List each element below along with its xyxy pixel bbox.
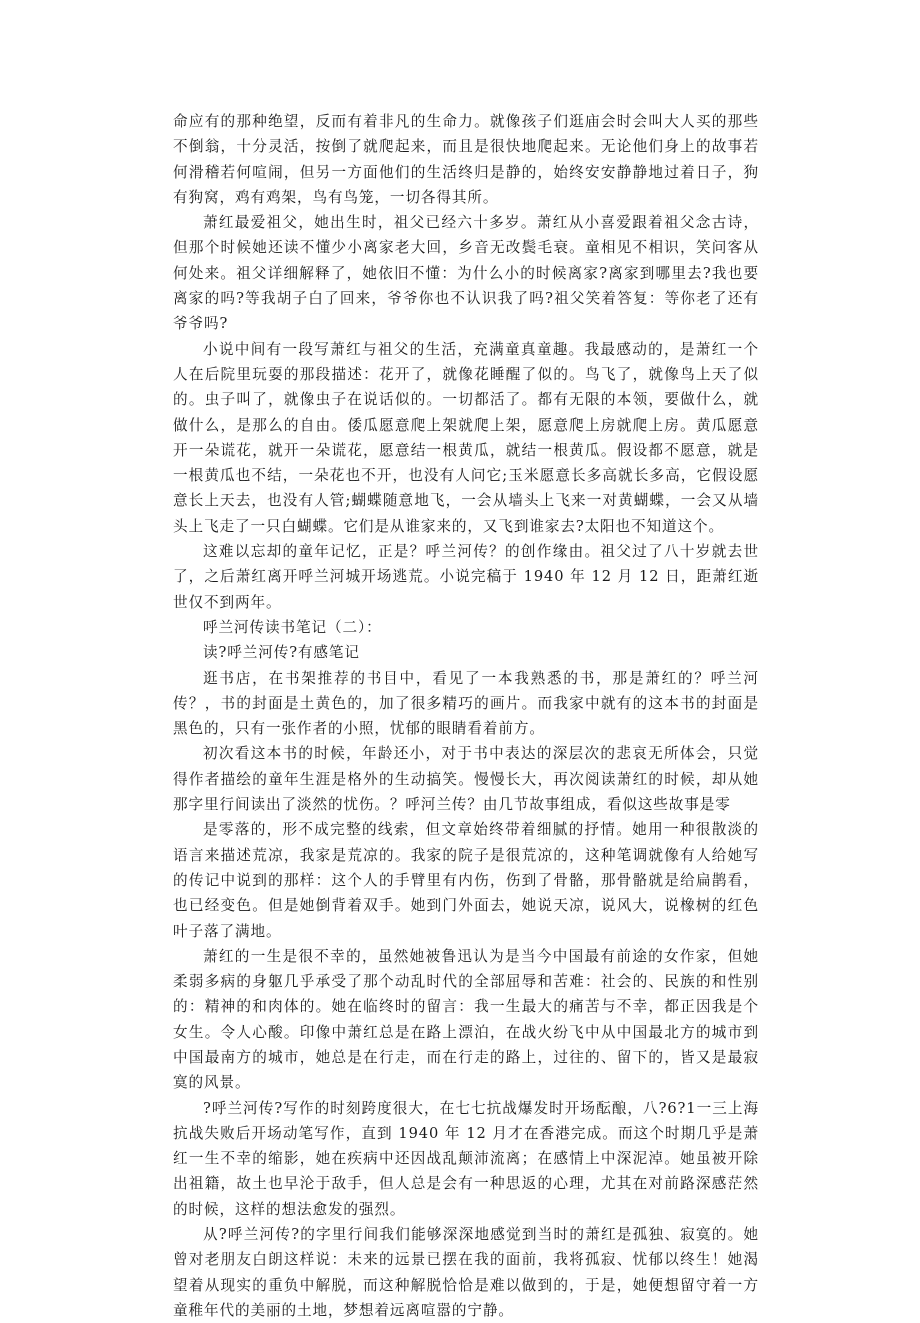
paragraph-childhood-memory: 这难以忘却的童年记忆，正是？呼兰河传？的创作缘由。祖父过了八十岁就去世了，之后萧红离开呼兰河城开场逃荒。小说完稿于 1940 年 12 月 12 日，距萧红逝世仅不到两年。 — [173, 543, 759, 611]
paragraph-desolation: 是零落的，形不成完整的线索，但文章始终带着细腻的抒情。她用一种很散淡的语言来描述荒凉，我家是荒凉的。我家的院子是很荒凉的，这种笔调就像有人给她写的传记中说到的那样：这个人的手臂里有内伤，伤到了骨骼，那骨骼就是给扁鹊看，也已经变色。但是她倒背着双手。她到门外面去，她说天凉，说风大，说橡树的红色叶子落了满地。 — [173, 821, 759, 940]
paragraph-writing-period: ?呼兰河传?写作的时刻跨度很大，在七七抗战爆发时开场酝酿，八?6?1一三上海抗战失败后开场动笔写作，直到 1940 年 12 月才在香港完成。而这个时期几乎是萧红一生不幸的缩影，她在疾病中还因战乱颠沛流离；在感情上中深泥淖。她虽被开除出祖籍，故土也早沦于敌手，但人总是会有一种思返的心理，尤其在对前路深感茫然的时候，这样的想法愈发的强烈。 — [173, 1099, 759, 1218]
paragraph-loneliness: 从?呼兰河传?的字里行间我们能够深深地感觉到当时的萧红是孤独、寂寞的。她曾对老朋友白朗这样说：未来的远景已摆在我的面前，我将孤寂、忧郁以终生！她渴望着从现实的重负中解脱，而这种解脱恰恰是难以做到的，于是，她便想留守着一方童稚年代的美丽的土地，梦想着远离喧嚣的宁静。 — [173, 1226, 759, 1319]
paragraph-bookstore: 逛书店，在书架推荐的书目中，看见了一本我熟悉的书，那是萧红的？呼兰河传？，书的封面是土黄色的，加了很多精巧的画片。而我家中就有的这本书的封面是黑色的，只有一张作者的小照，忧郁的眼睛看着前方。 — [173, 669, 759, 738]
paragraph-backyard: 小说中间有一段写萧红与祖父的生活，充满童真童趣。我最感动的，是萧红一个人在后院里玩耍的那段描述：花开了，就像花睡醒了似的。鸟飞了，就像鸟上天了似的。虫子叫了，就像虫子在说话似的。一切都活了。都有无限的本领，要做什么，就做什么，是那么的自由。倭瓜愿意爬上架就爬上架，愿意爬上房就爬上房。黄瓜愿意开一朵谎花，就开一朵谎花，愿意结一根黄瓜，就结一根黄瓜。假设都不愿意，就是一根黄瓜也不结，一朵花也不开，也没有人问它;玉米愿意长多高就长多高，它假设愿意长上天去，也没有人管;蝴蝶随意地飞，一会从墙头上飞来一对黄蝴蝶，一会又从墙头上飞走了一只白蝴蝶。它们是从谁家来的，又飞到谁家去?太阳也不知道这个。 — [173, 340, 759, 535]
document-body — [173, 109, 759, 1323]
section-heading: 呼兰河传读书笔记（二）： — [203, 618, 382, 636]
paragraph-continuation: 命应有的那种绝望，反而有着非凡的生命力。就像孩子们逛庙会时会叫大人买的那些不倒翁，十分灵活，按倒了就爬起来，而且是很快地爬起来。无论他们身上的故事若何滑稽若何喧闹，但另一方面他们的生活终归是静的，始终安安静静地过着日子，狗有狗窝，鸡有鸡架，鸟有鸟笼，一切各得其所。 — [173, 113, 759, 206]
paragraph-life-of-xiao-hong: 萧红的一生是很不幸的，虽然她被鲁迅认为是当今中国最有前途的女作家，但她柔弱多病的身躯几乎承受了那个动乱时代的全部屈辱和苦难：社会的、民族的和性别的：精神的和肉体的。她在临终时的留言：我一生最大的痛苦与不幸，都正因我是个女生。令人心酸。印像中萧红总是在路上漂泊，在战火纷飞中从中国最北方的城市到中国最南方的城市，她总是在行走，而在行走的路上，过往的、留下的，皆又是最寂寞的风景。 — [173, 947, 759, 1092]
article-title: 读?呼兰河传?有感笔记 — [203, 644, 360, 662]
paragraph-first-reading: 初次看这本书的时候，年龄还小，对于书中表达的深层次的悲哀无所体会，只觉得作者描绘的童年生涯是格外的生动搞笑。慢慢长大，再次阅读萧红的时候，却从她那字里行间读出了淡然的忧伤。？呼河兰传？由几节故事组成，看似这些故事是零 — [173, 745, 759, 814]
paragraph-grandfather: 萧红最爱祖父，她出生时，祖父已经六十多岁。萧红从小喜爱跟着祖父念古诗，但那个时候她还读不懂少小离家老大回，乡音无改鬓毛衰。童相见不相识，笑问客从何处来。祖父详细解释了，她依旧不懂：为什么小的时候离家?离家到哪里去?我也要离家的吗?等我胡子白了回来，爷爷你也不认识我了吗?祖父笑着答复：等你老了还有爷爷吗? — [173, 214, 759, 333]
